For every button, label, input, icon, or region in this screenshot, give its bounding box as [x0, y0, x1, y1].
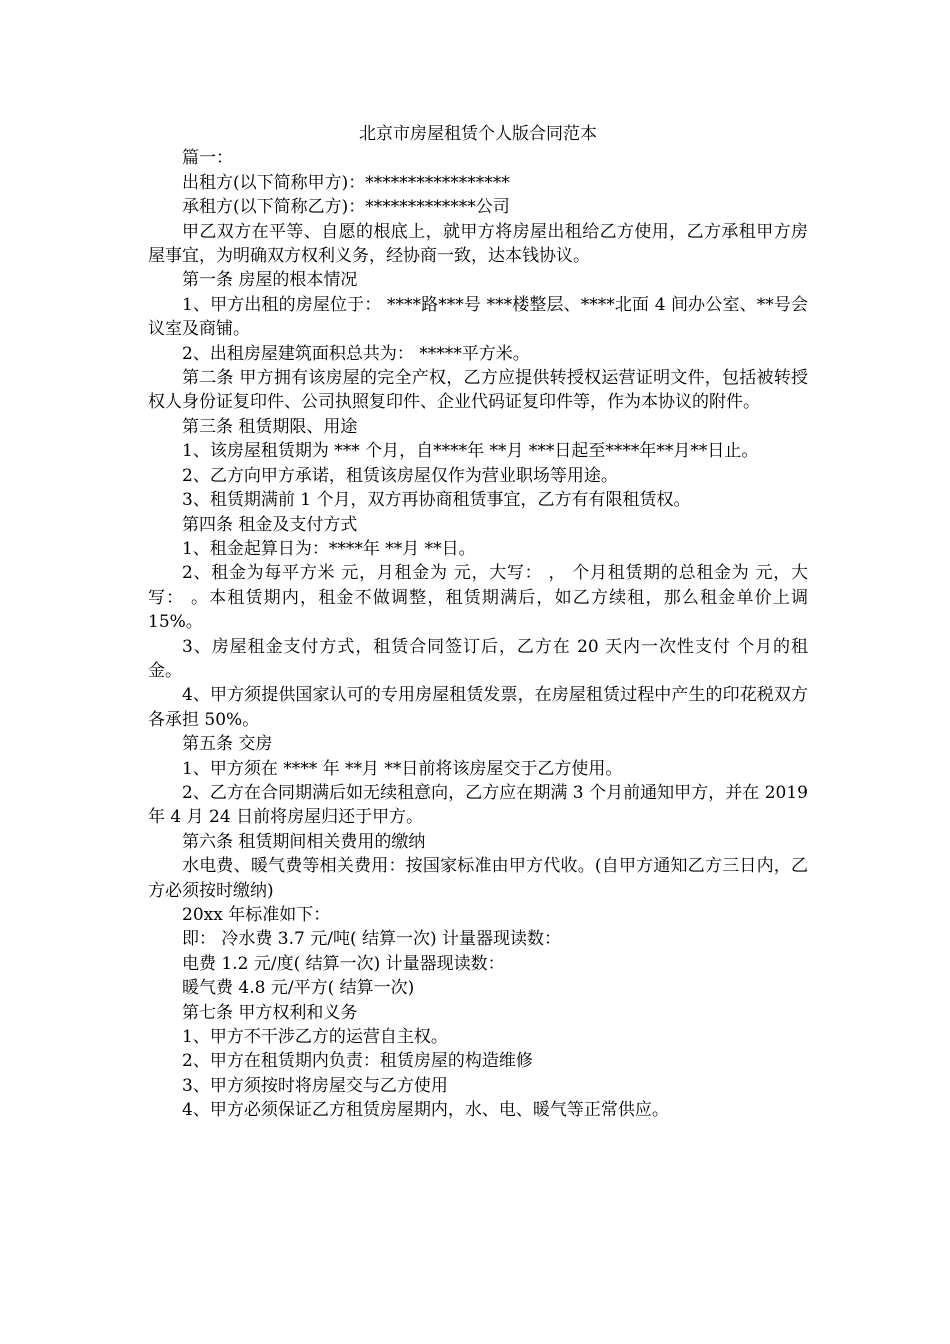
article-7-item-3: 3、甲方须按时将房屋交与乙方使用 — [182, 1075, 448, 1096]
article-4-heading: 第四条 租金及支付方式 — [182, 514, 358, 535]
article-4-item-4: 4、甲方须提供国家认可的专用房屋租赁发票，在房屋租赁过程中产生的印花税双方各承担 50%。 — [148, 685, 808, 730]
article-5-heading: 第五条 交房 — [182, 734, 273, 755]
paragraph-preamble: 甲乙双方在平等、自愿的根底上，就甲方将房屋出租给乙方使用，乙方承租甲方房屋事宜，为明确双方权利义务，经协商一致，达本钱协议。 — [148, 221, 808, 267]
article-7-heading: 第七条 甲方权利和义务 — [182, 1002, 358, 1023]
article-1-heading: 第一条 房屋的根本情况 — [182, 270, 358, 291]
article-4-item-2: 2、租金为每平方米 元，月租金为 元，大写： ， 个月租赁期的总租金为 元，大写： 。本租赁期内，租金不做调整，租赁期满后，如乙方续租，那么租金单价上调 15%。 — [148, 563, 808, 633]
article-4-item-3: 3、房屋租金支付方式，租赁合同签订后，乙方在 20 天内一次性支付 个月的租金。 — [148, 636, 808, 681]
article-1-item-2: 2、出租房屋建筑面积总共为： *****平方米。 — [182, 343, 530, 364]
article-2: 第二条 甲方拥有该房屋的完全产权，乙方应提供转授权运营证明文件，包括被转授权人身份证复印件、公司执照复印件、企业代码证复印件等，作为本协议的附件。 — [148, 368, 808, 413]
article-5-item-1: 1、甲方须在 **** 年 **月 **日前将该房屋交于乙方使用。 — [182, 758, 623, 779]
article-3-heading: 第三条 租赁期限、用途 — [182, 416, 358, 437]
article-3-item-1: 1、该房屋租赁期为 *** 个月，自****年 **月 ***日起至****年**月**日止。 — [182, 441, 759, 462]
document-title: 北京市房屋租赁个人版合同范本 — [359, 124, 597, 144]
article-5-item-2: 2、乙方在合同期满后如无续租意向，乙方应在期满 3 个月前通知甲方，并在 2019 年 4 月 24 日前将房屋归还于甲方。 — [148, 782, 808, 828]
article-6-electricity: 电费 1.2 元/度( 结算一次) 计量器现读数： — [182, 953, 505, 974]
article-3-item-3: 3、租赁期满前 1 个月，双方再协商租赁事宜，乙方有有限租赁权。 — [182, 490, 691, 511]
article-6-heating: 暖气费 4.8 元/平方( 结算一次) — [182, 978, 415, 999]
article-7-item-1: 1、甲方不干涉乙方的运营自主权。 — [182, 1027, 448, 1048]
article-7-item-4: 4、甲方必须保证乙方租赁房屋期内，水、电、暖气等正常供应。 — [182, 1100, 669, 1121]
article-6-standard: 20xx 年标准如下： — [182, 905, 331, 925]
article-6-heading: 第六条 租赁期间相关费用的缴纳 — [182, 831, 426, 852]
paragraph-lessor: 出租方(以下简称甲方)：***************** — [182, 172, 510, 193]
article-4-item-1: 1、租金起算日为：****年 **月 **日。 — [182, 538, 476, 559]
paragraph-lessee: 承租方(以下简称乙方)：*************公司 — [182, 197, 510, 218]
article-6-fees: 水电费、暖气费等相关费用：按国家标准由甲方代收。(自甲方通知乙方三日内，乙方必须按时缴纳) — [148, 856, 808, 901]
paragraph-part-one: 篇一： — [182, 148, 233, 169]
article-1-item-1: 1、甲方出租的房屋位于： ****路***号 ***楼整层、****北面 4 间办公室、**号会议室及商铺。 — [148, 294, 808, 340]
article-7-item-2: 2、甲方在租赁期内负责：租赁房屋的构造维修 — [182, 1051, 533, 1072]
article-3-item-2: 2、乙方向甲方承诺，租赁该房屋仅作为营业职场等用途。 — [182, 465, 618, 486]
article-6-water: 即： 冷水费 3.7 元/吨( 结算一次) 计量器现读数： — [182, 929, 562, 950]
document-page — [148, 122, 808, 1123]
